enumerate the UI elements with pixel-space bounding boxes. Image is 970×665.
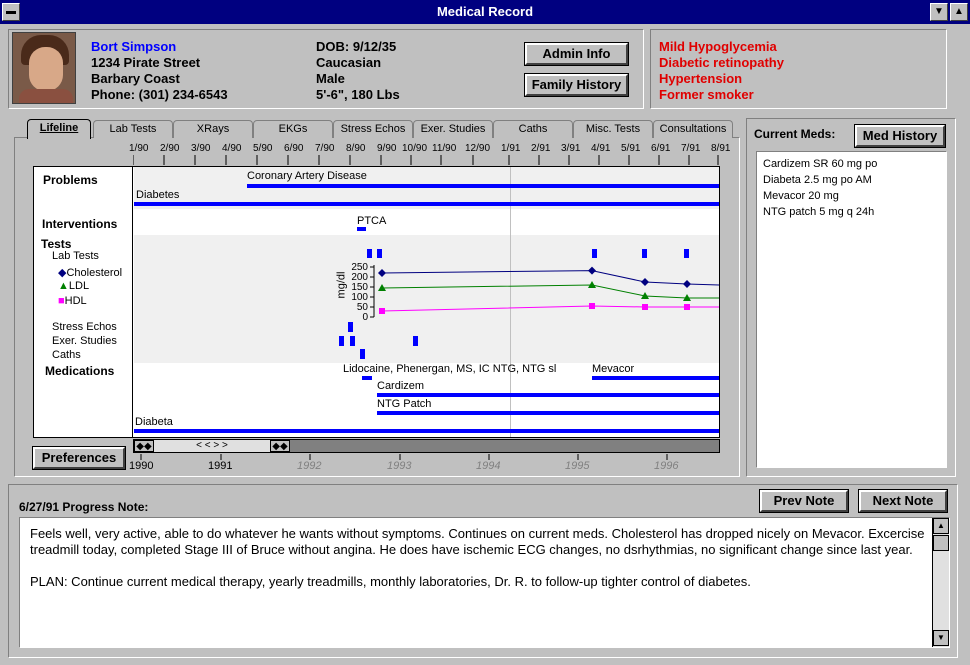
patient-height-weight: 5'-6", 180 Lbs [316,87,400,102]
tab-exer-studies[interactable]: Exer. Studies [413,120,493,138]
data-point-cholesterol[interactable] [378,269,386,277]
row-interventions: Interventions [42,217,118,231]
tab-caths[interactable]: Caths [493,120,573,138]
note-paragraph: Feels well, very active, able to do whatever he wants without symptoms. Continues on current meds. Cholesterol has dropped nicely on Mevacor. Excercise treadmill today, completed Stage III of Bruce without angina. He does have ischemic ECG changes, no dsrhythmias, no significant change since last year. [30,526,925,557]
row-problems: Problems [43,173,98,187]
month-tick: 2/90 [160,143,180,154]
problems-summary-list [659,39,784,103]
lab-test-marker[interactable] [367,249,372,258]
down-arrow-icon[interactable]: ▼ [933,630,949,646]
diabetes-bar[interactable] [134,202,720,206]
month-tick: 1/90 [129,143,149,154]
note-plan: PLAN: Continue current medical therapy, yearly treadmills, monthly laboratories, Dr. R. to follow-up tighter control of diabetes. [30,574,751,589]
data-point-hdl[interactable] [642,304,648,310]
month-tick: 10/90 [402,143,428,154]
y-tick-label: 100 [351,292,368,303]
month-tick: 11/90 [432,143,457,154]
lidocaine-bar[interactable] [362,376,372,380]
exer-study-marker[interactable] [413,336,418,346]
month-tick: 8/90 [346,143,366,154]
row-lab-tests: Lab Tests [52,250,99,262]
data-point-hdl[interactable] [684,304,690,310]
month-tick: 4/90 [222,143,242,154]
month-tick: 7/91 [681,143,701,154]
patient-city: Barbary Coast [91,71,180,86]
patient-address: 1234 Pirate Street [91,55,201,70]
row-exer-studies: Exer. Studies [52,335,117,347]
month-tick: 3/90 [191,143,211,154]
month-tick: 8/91 [711,143,731,154]
month-tick: 3/91 [561,143,581,154]
month-ticks [133,155,719,165]
tab-xrays[interactable]: XRays [173,120,253,138]
problem-item: Former smoker [659,87,754,102]
diamond-icon: ◆ [58,267,67,279]
tab-stress-echos[interactable]: Stress Echos [333,120,413,138]
cad-label: Coronary Artery Disease [247,170,367,182]
mevacor-label: Mevacor [592,363,635,375]
scroll-thumb[interactable]: < < > > [154,440,270,452]
problem-item: Mild Hypoglycemia [659,39,777,54]
legend-cholesterol-label: Cholesterol [66,267,123,279]
med-item[interactable]: NTG patch 5 mg q 24h [763,206,875,218]
med-item[interactable]: Diabeta 2.5 mg po AM [763,174,872,186]
cardizem-bar[interactable] [377,393,720,397]
prev-note-button[interactable]: Prev Note [760,490,848,512]
ptca-bar[interactable] [357,227,366,231]
cad-bar[interactable] [247,184,720,188]
patient-phone: Phone: (301) 234-6543 [91,87,228,102]
patient-photo [12,32,76,104]
row-medications: Medications [45,364,115,378]
diabeta-label: Diabeta [135,416,173,428]
month-tick: 1/91 [501,143,521,154]
y-tick-label: 150 [351,282,368,293]
cath-marker[interactable] [360,349,365,359]
year-label: 1994 [476,460,501,472]
admin-info-button[interactable]: Admin Info [525,43,628,65]
lifeline-grid [33,166,720,438]
legend-ldl-label: LDL [68,280,90,292]
note-label: Progress Note: [62,500,149,514]
note-date: 6/27/91 [19,500,60,514]
window-title: Medical Record [436,4,534,19]
data-point-hdl[interactable] [589,303,595,309]
minus-icon: ▬ [6,6,16,17]
triangle-down-icon: ▼ [934,6,944,17]
year-label: 1990 [129,460,154,472]
year-label: 1991 [208,460,233,472]
ntg-patch-bar[interactable] [377,411,720,415]
diabeta-bar[interactable] [134,429,720,433]
family-history-button[interactable]: Family History [525,74,628,96]
month-tick: 5/90 [253,143,273,154]
current-meds-list[interactable] [756,151,947,468]
patient-sex: Male [316,71,345,86]
series-line-cholesterol [382,271,720,285]
y-tick-label: 200 [351,272,368,283]
lidocaine-label: Lidocaine, Phenergan, MS, IC NTG, NTG sl [343,363,557,375]
legend-cholesterol [58,266,122,279]
data-point-cholesterol[interactable] [683,280,691,288]
month-tick: 5/91 [621,143,641,154]
lab-test-marker[interactable] [377,249,382,258]
month-tick: 4/91 [591,143,611,154]
month-tick: 6/90 [284,143,304,154]
med-item[interactable]: Mevacor 20 mg [763,190,839,202]
ntg-patch-label: NTG Patch [377,398,432,410]
month-tick: 9/90 [377,143,397,154]
series-line-ldl [382,285,720,298]
tab-consultations[interactable]: Consultations [653,120,733,138]
lab-test-marker[interactable] [684,249,689,258]
up-arrow-icon[interactable]: ▲ [933,518,949,534]
cardizem-label: Cardizem [377,380,425,392]
med-item[interactable]: Cardizem SR 60 mg po [763,158,878,170]
month-tick: 12/90 [465,143,491,154]
patient-name: Bort Simpson [91,39,177,54]
exer-study-marker[interactable] [339,336,344,346]
title-bar [0,0,970,24]
system-menu-button[interactable] [2,3,20,21]
note-scrollbar[interactable] [932,518,949,647]
current-meds-label: Current Meds: [754,127,836,141]
series-line-hdl [382,306,720,311]
note-header [19,500,148,514]
year-label: 1995 [565,460,590,472]
square-icon: ■ [58,295,65,307]
y-tick-label: 0 [362,312,368,321]
minimize-button[interactable] [930,3,948,21]
data-point-cholesterol[interactable] [641,278,649,286]
patient-dob: DOB: 9/12/35 [316,39,397,54]
tab-misc-tests[interactable]: Misc. Tests [573,120,653,138]
data-point-hdl[interactable] [379,308,385,314]
chart-ylabel: mg/dl [335,271,348,299]
y-tick-label: 250 [351,262,368,273]
patient-race: Caucasian [316,55,382,70]
mevacor-bar[interactable] [592,376,720,380]
progress-note-text[interactable] [19,517,950,648]
tab-lifeline[interactable]: Lifeline [27,119,91,139]
tab-lab-tests[interactable]: Lab Tests [93,120,173,138]
legend-hdl [58,295,87,307]
month-tick: 7/90 [315,143,335,154]
exer-study-marker[interactable] [350,336,355,346]
lab-chart [334,259,720,321]
year-label: 1992 [297,460,322,472]
row-caths: Caths [52,349,81,361]
triangle-icon: ▲ [58,280,69,292]
legend-ldl [58,280,89,292]
med-history-button[interactable]: Med History [855,125,945,147]
year-label: 1996 [654,460,679,472]
scroll-right-handle[interactable]: ◆◆ [270,440,290,452]
y-tick-label: 50 [356,302,368,313]
problem-item: Diabetic retinopathy [659,55,784,70]
lab-test-marker[interactable] [592,249,597,258]
problem-item: Hypertension [659,71,743,86]
data-point-ldl[interactable] [588,281,596,288]
scroll-thumb[interactable] [933,535,949,551]
lab-test-marker[interactable] [642,249,647,258]
tab-ekgs[interactable]: EKGs [253,120,333,138]
year-label: 1993 [387,460,412,472]
maximize-button[interactable] [950,3,968,21]
legend-hdl-label: HDL [64,295,87,307]
scroll-left-handle[interactable]: ◆◆ [134,440,154,452]
ptca-label: PTCA [357,215,387,227]
diabetes-label: Diabetes [136,189,180,201]
stress-echo-marker[interactable] [348,322,353,332]
triangle-up-icon: ▲ [954,6,964,17]
data-point-cholesterol[interactable] [588,267,596,275]
row-tests: Tests [41,237,72,251]
month-tick: 2/91 [531,143,551,154]
row-stress-echos: Stress Echos [52,321,117,333]
month-axis [129,143,731,165]
month-tick: 6/91 [651,143,671,154]
preferences-button[interactable]: Preferences [33,447,125,469]
next-note-button[interactable]: Next Note [859,490,947,512]
year-axis [129,454,720,474]
